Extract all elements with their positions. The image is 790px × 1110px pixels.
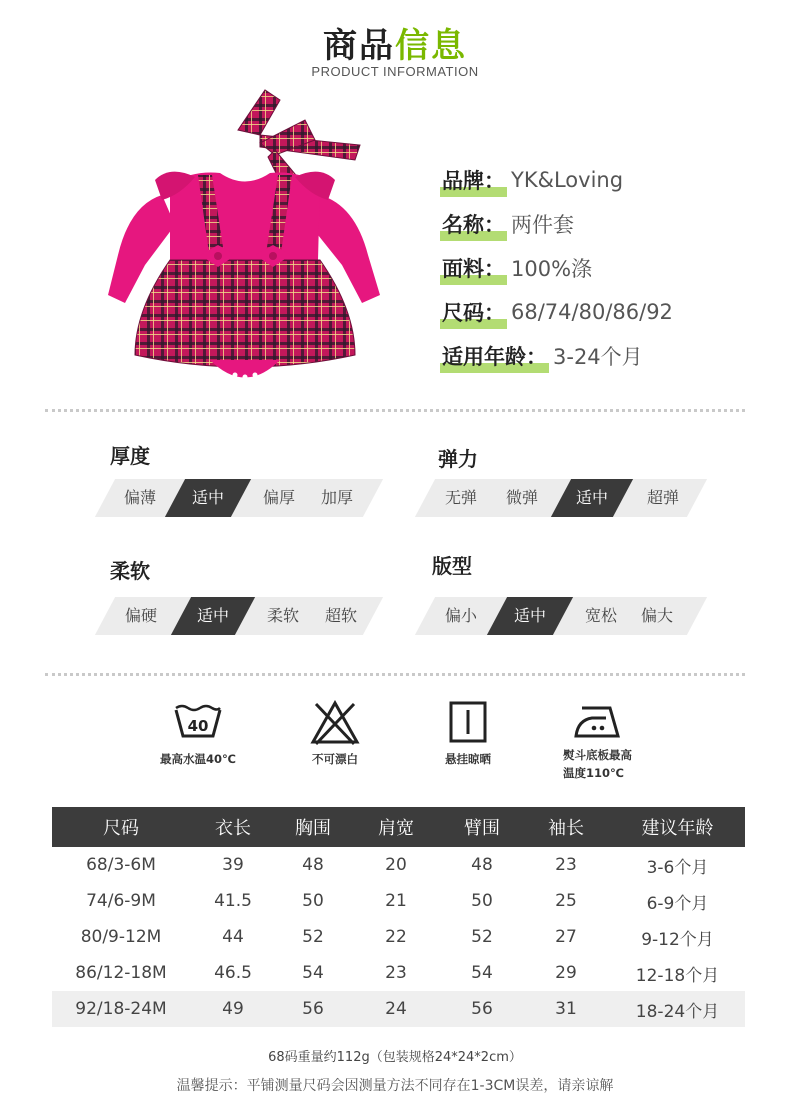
scale-option: 无弹 xyxy=(444,488,477,507)
table-cell: 6-9个月 xyxy=(646,893,709,914)
measurement-tip: 温馨提示：平铺测量尺码会因测量方法不同存在1-3CM误差，请亲谅解 xyxy=(176,1078,614,1094)
table-row xyxy=(52,955,745,991)
table-cell: 18-24个月 xyxy=(610,991,745,1027)
scale-option: 偏小 xyxy=(444,606,477,625)
title-accent: 信息 xyxy=(395,26,467,66)
table-cell: 20 xyxy=(385,855,407,875)
no-bleach-icon xyxy=(310,700,360,746)
table-cell: 49 xyxy=(190,991,276,1027)
attr-title-elasticity: 弹力 xyxy=(438,447,478,471)
table-cell: 27 xyxy=(555,927,577,947)
scale-option-selected: 适中 xyxy=(175,479,241,517)
scale-option: 偏薄 xyxy=(123,488,156,507)
page-subtitle: PRODUCT INFORMATION xyxy=(311,64,479,79)
scale-fit xyxy=(425,597,697,635)
info-row-age xyxy=(440,334,673,378)
table-row xyxy=(52,919,745,955)
attr-title-softness: 柔软 xyxy=(110,559,150,583)
scale-elasticity xyxy=(425,479,697,517)
table-cell: 44 xyxy=(222,927,244,947)
info-value: YK&Loving xyxy=(511,168,624,192)
table-cell: 39 xyxy=(222,855,244,875)
table-cell: 50 xyxy=(302,891,324,911)
table-cell: 25 xyxy=(555,891,577,911)
table-cell: 48 xyxy=(302,855,324,875)
page-title xyxy=(0,18,790,67)
table-cell: 46.5 xyxy=(214,963,252,983)
table-cell: 54 xyxy=(471,963,493,983)
scale-option: 微弹 xyxy=(505,488,538,507)
info-row-name xyxy=(440,202,673,246)
info-key: 适用年龄： xyxy=(440,341,549,371)
column-header: 建议年龄 xyxy=(610,807,745,847)
table-cell: 92/18-24M xyxy=(52,991,190,1027)
care-wash xyxy=(148,700,248,768)
size-table xyxy=(52,807,745,1027)
dotted-divider xyxy=(45,673,745,676)
table-cell: 56 xyxy=(442,991,522,1027)
title-main: 商品 xyxy=(323,26,395,66)
table-row xyxy=(52,991,745,1027)
column-header: 尺码 xyxy=(52,807,190,847)
table-cell: 23 xyxy=(385,963,407,983)
table-cell: 23 xyxy=(555,855,577,875)
care-dry xyxy=(423,700,513,768)
table-cell: 29 xyxy=(555,963,577,983)
scale-option-selected: 适中 xyxy=(561,479,623,517)
scale-option: 偏硬 xyxy=(124,606,157,625)
scale-option: 加厚 xyxy=(320,488,353,507)
care-label: 不可漂白 xyxy=(312,752,358,766)
scale-option-selected: 适中 xyxy=(181,597,245,635)
info-row-brand xyxy=(440,158,673,202)
scale-softness xyxy=(105,597,373,635)
care-iron xyxy=(553,700,643,782)
care-label: 悬挂晾晒 xyxy=(445,752,491,766)
table-row xyxy=(52,847,745,883)
column-header: 衣长 xyxy=(190,807,276,847)
info-key: 名称： xyxy=(440,209,507,239)
info-row-fabric xyxy=(440,246,673,290)
table-cell: 21 xyxy=(385,891,407,911)
attr-title-thickness: 厚度 xyxy=(110,444,150,468)
headband-icon xyxy=(238,90,360,185)
table-cell: 3-6个月 xyxy=(646,857,709,878)
table-row xyxy=(52,883,745,919)
scale-option-selected: 适中 xyxy=(497,597,563,635)
info-value: 两件套 xyxy=(511,213,574,237)
table-cell: 74/6-9M xyxy=(86,891,156,911)
table-cell: 31 xyxy=(522,991,610,1027)
wash-40-icon xyxy=(173,700,223,742)
info-key: 品牌： xyxy=(440,165,507,195)
info-key: 尺码： xyxy=(440,297,507,327)
table-cell: 52 xyxy=(471,927,493,947)
scale-option: 偏厚 xyxy=(262,488,295,507)
attr-title-fit: 版型 xyxy=(432,554,472,578)
care-bleach xyxy=(290,700,380,768)
table-cell: 41.5 xyxy=(214,891,252,911)
table-cell: 12-18个月 xyxy=(635,965,720,986)
scale-option: 宽松 xyxy=(584,606,617,625)
info-row-size xyxy=(440,290,673,334)
table-cell: 54 xyxy=(302,963,324,983)
info-value: 68/74/80/86/92 xyxy=(511,300,673,324)
wash-temp-text: 40 xyxy=(187,717,209,735)
dotted-divider xyxy=(45,409,745,412)
table-cell: 56 xyxy=(276,991,350,1027)
column-header: 肩宽 xyxy=(350,807,442,847)
info-value: 3-24个月 xyxy=(553,345,643,369)
care-label: 最高水温40℃ xyxy=(160,752,236,766)
scale-thickness xyxy=(105,479,373,517)
column-header: 胸围 xyxy=(276,807,350,847)
scale-option: 超软 xyxy=(324,606,357,625)
table-cell: 52 xyxy=(302,927,324,947)
table-cell: 48 xyxy=(471,855,493,875)
weight-note: 68码重量约112g（包装规格24*24*2cm） xyxy=(268,1050,522,1065)
column-header: 袖长 xyxy=(522,807,610,847)
scale-option: 柔软 xyxy=(266,606,299,625)
table-cell: 80/9-12M xyxy=(80,927,162,947)
table-cell: 22 xyxy=(385,927,407,947)
table-cell: 50 xyxy=(471,891,493,911)
info-value: 100%涤 xyxy=(511,257,593,281)
scale-option: 超弹 xyxy=(646,488,679,507)
table-cell: 24 xyxy=(350,991,442,1027)
care-label: 熨斗底板最高 温度110℃ xyxy=(563,748,632,780)
table-cell: 86/12-18M xyxy=(75,963,167,983)
table-cell: 68/3-6M xyxy=(86,855,156,875)
iron-icon xyxy=(572,700,624,740)
table-cell: 9-12个月 xyxy=(641,929,714,950)
info-key: 面料： xyxy=(440,253,507,283)
scale-option: 偏大 xyxy=(640,606,673,625)
product-image xyxy=(100,85,390,395)
hang-dry-icon xyxy=(448,700,488,746)
product-info-list xyxy=(440,158,673,378)
table-header-row xyxy=(52,807,745,847)
column-header: 臂围 xyxy=(442,807,522,847)
